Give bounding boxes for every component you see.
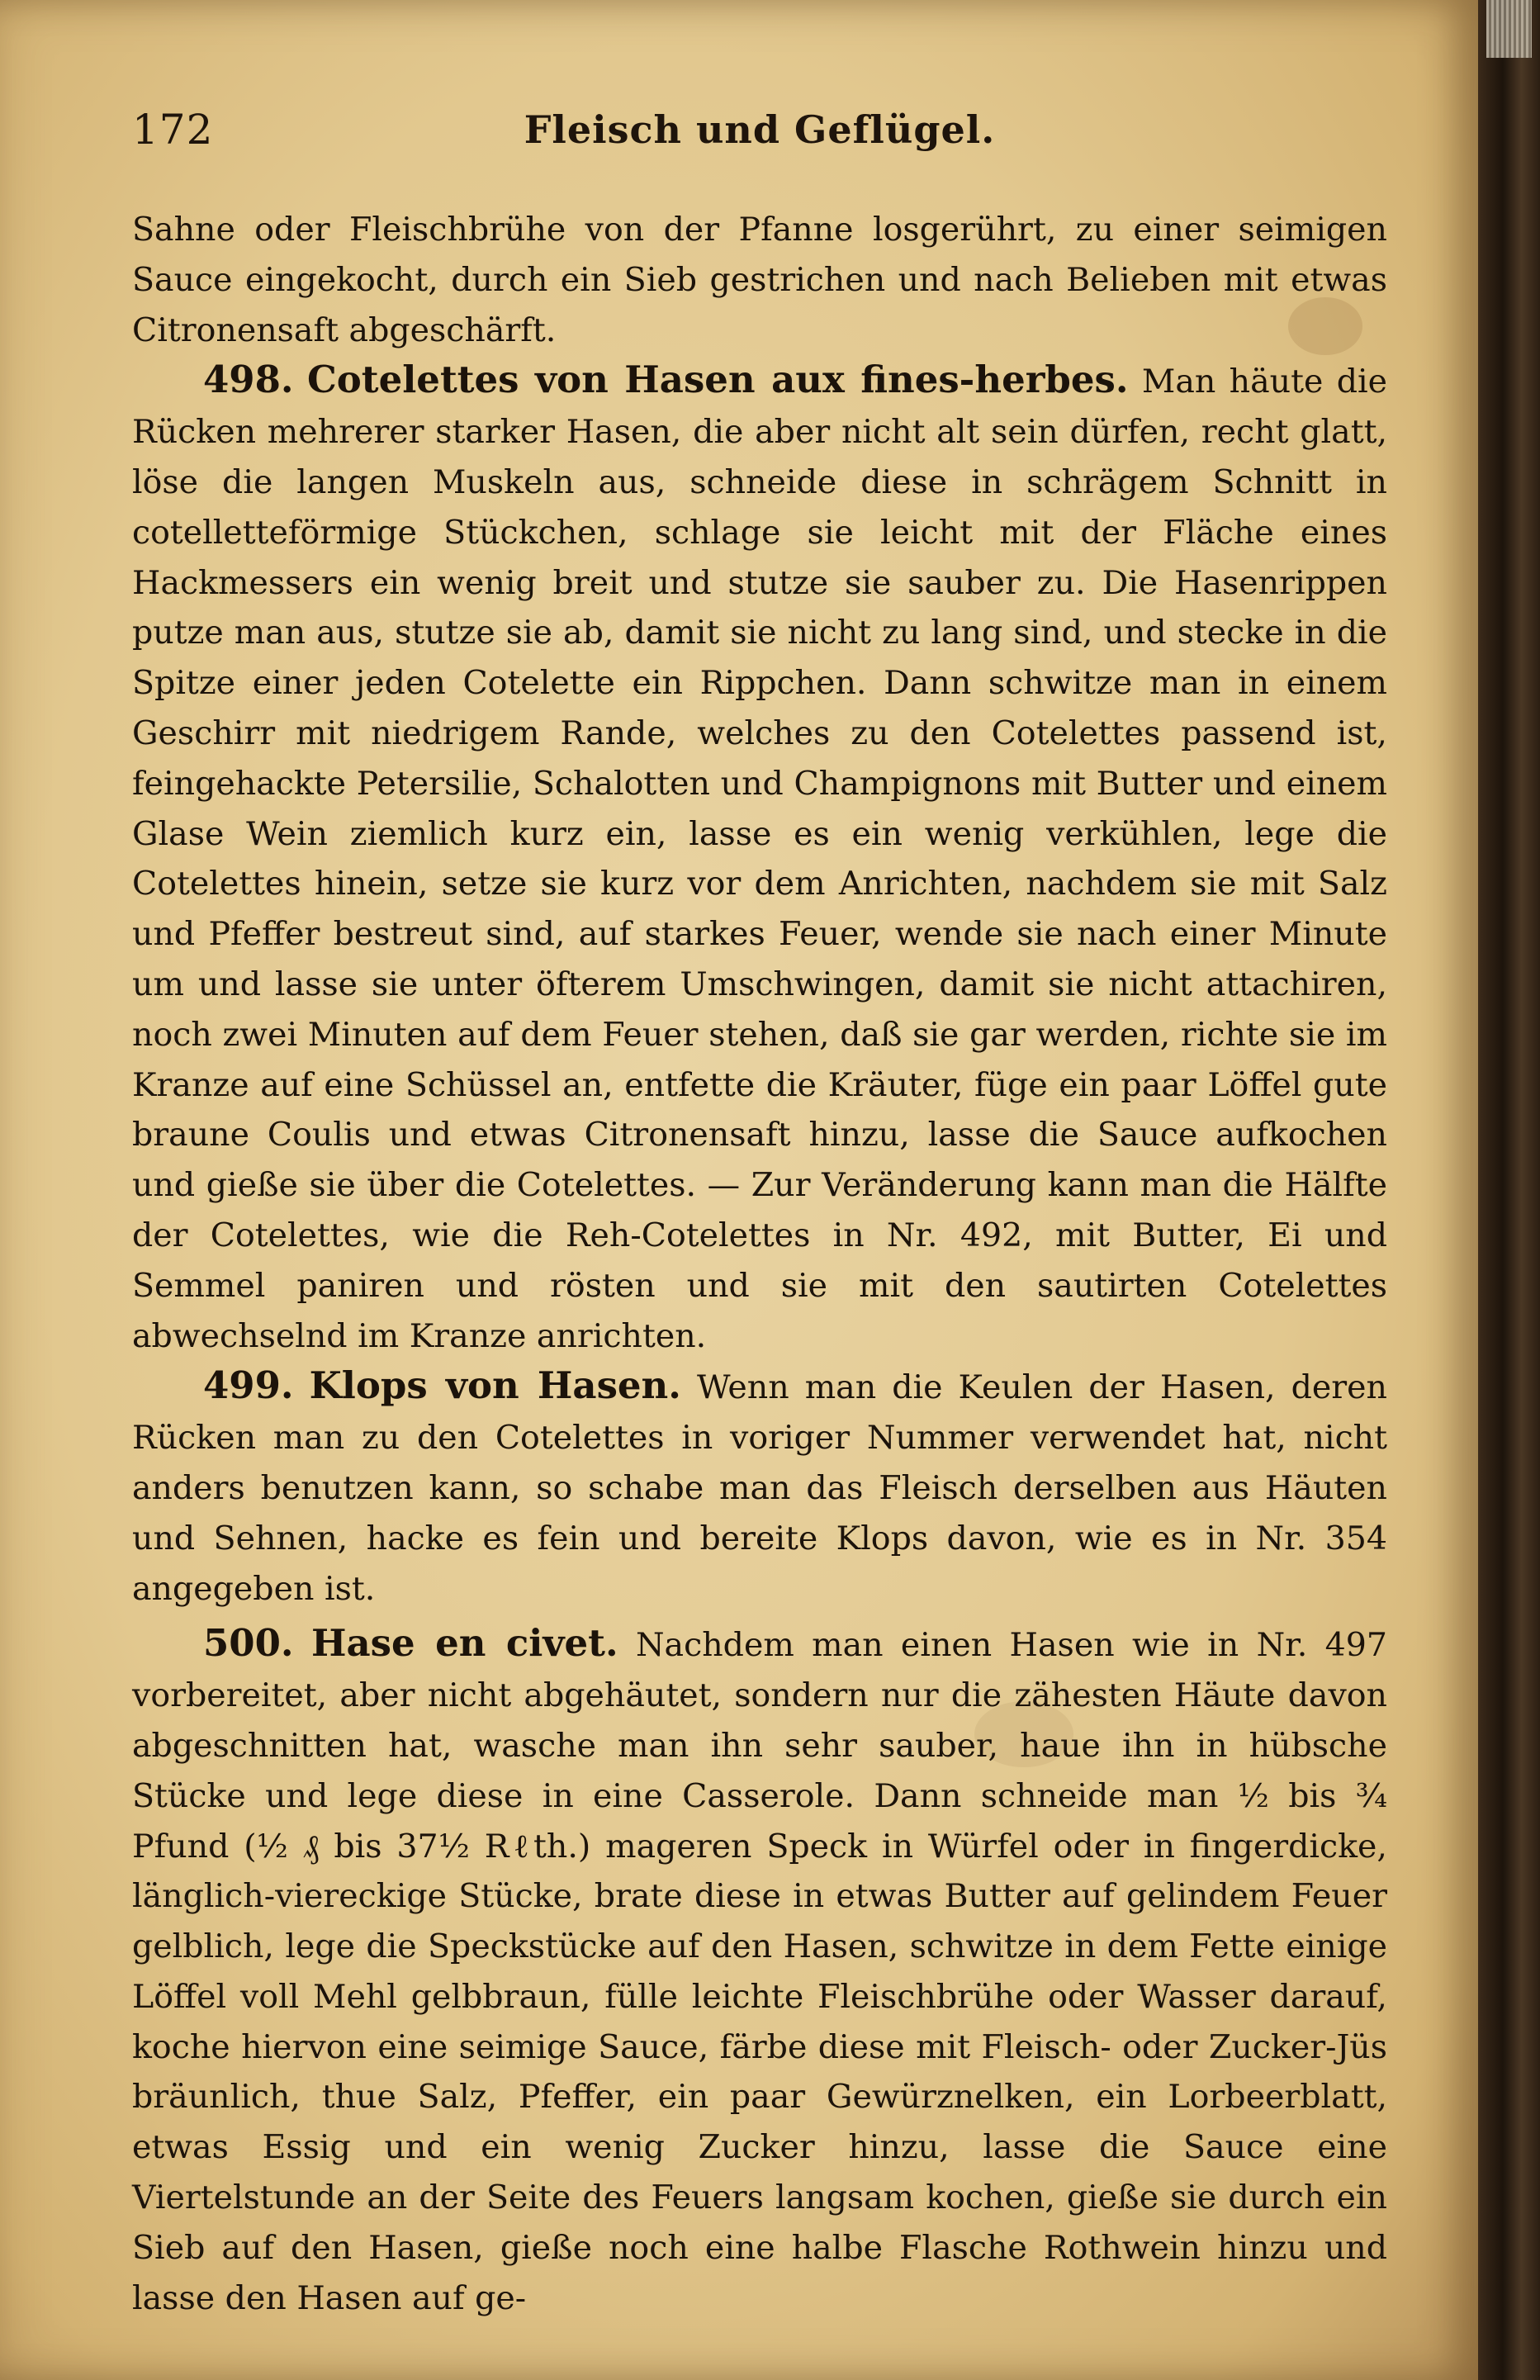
recipe-number: 500. <box>203 1621 294 1666</box>
recipe-number: 499. <box>203 1363 294 1408</box>
page-body <box>132 205 1387 2323</box>
recipe-title: Cotelettes von Hasen aux fines-herbes. <box>306 358 1129 402</box>
recipe-498 <box>132 355 1387 1361</box>
recipe-499 <box>132 1361 1387 1614</box>
recipe-text: Nachdem man einen Hasen wie in Nr. 497 vorbereitet, aber nicht abgehäutet, sondern nur die zähesten Häute davon abgeschnitten hat, wasche man ihn sehr sauber, haue ihn in hübsche Stücke und lege diese in eine Casserole. Dann schneide man ½ bis ¾ Pfund (½ ₰ bis 37½ Rℓth.) mageren Speck in Würfel oder in fingerdicke, länglich-viereckige Stücke, brate diese in etwas Butter auf gelindem Feuer gelblich, lege die Speckstücke auf den Hasen, schwitze in dem Fette einige Löffel voll Mehl gelbbraun, fülle leichte Fleischbrühe oder Wasser darauf, koche hiervon eine seimige Sauce, färbe diese mit Fleisch- oder Zucker-Jüs bräunlich, thue Salz, Pfeffer, ein paar Gewürznelken, ein Lorbeerblatt, etwas Essig und ein wenig Zucker hinzu, lasse die Sauce eine Viertelstunde an der Seite des Feuers langsam kochen, gieße sie durch ein Sieb auf den Hasen, gieße noch eine halbe Flasche Rothwein hinzu und lasse den Hasen auf ge- <box>132 1626 1388 2317</box>
running-title: Fleisch und Geflügel. <box>524 107 996 152</box>
recipe-number: 498. <box>203 358 294 402</box>
recipe-text: Wenn man die Keulen der Hasen, deren Rücken man zu den Cotelettes in voriger Nummer verwendet hat, nicht anders benutzen kann, so schabe man das Fleisch derselben aus Häuten und Sehnen, hacke es fein und bereite Klops davon, wie es in Nr. 354 angegeben ist. <box>132 1368 1387 1608</box>
continuation-paragraph: Sahne oder Fleischbrühe von der Pfanne losgerührt, zu einer seimigen Sauce eingekocht, durch ein Sieb gestrichen und nach Belieben mit etwas Citronensaft abgeschärft. <box>132 211 1387 349</box>
page-header <box>132 106 1387 172</box>
recipe-title: Hase en civet. <box>310 1621 618 1666</box>
binding-thread <box>1486 0 1532 58</box>
page-number: 172 <box>132 106 214 154</box>
recipe-text: Man häute die Rücken mehrerer starker Hasen, die aber nicht alt sein dürfen, recht glatt, löse die langen Muskeln aus, schneide diese in schrägem Schnitt in cotelletteförmige Stückchen, schlage sie leicht mit der Fläche eines Hackmessers ein wenig breit und stutze sie sauber zu. Die Hasenrippen putze man aus, stutze sie ab, damit sie nicht zu lang sind, und stecke in die Spitze einer jeden Cotelette ein Rippchen. Dann schwitze man in einem Geschirr mit niedrigem Rande, welches zu den Cotelettes passend ist, feingehackte Petersilie, Schalotten und Champignons mit Butter und einem Glase Wein ziemlich kurz ein, lasse es ein wenig verkühlen, lege die Cotelettes hinein, setze sie kurz vor dem Anrichten, nachdem sie mit Salz und Pfeffer bestreut sind, auf starkes Feuer, wende sie nach einer Minute um und lasse sie unter öfterem Umschwingen, damit sie nicht attachiren, noch zwei Minuten auf dem Feuer stehen, daß sie gar werden, richte sie im Kranze auf eine Schüssel an, entfette die Kräuter, füge ein paar Löffel gute braune Coulis und etwas Citronensaft hinzu, lasse die Sauce aufkochen und gieße sie über die Cotelettes. — Zur Veränderung kann man die Hälfte der Cotelettes, wie die Reh-Cotelettes in Nr. 492, mit Butter, Ei und Semmel paniren und rösten und sie mit den sautirten Cotelettes abwechselnd im Kranze anrichten. <box>132 363 1387 1355</box>
recipe-title: Klops von Hasen. <box>309 1363 681 1408</box>
recipe-500 <box>132 1619 1387 2323</box>
book-binding <box>1478 0 1540 2380</box>
